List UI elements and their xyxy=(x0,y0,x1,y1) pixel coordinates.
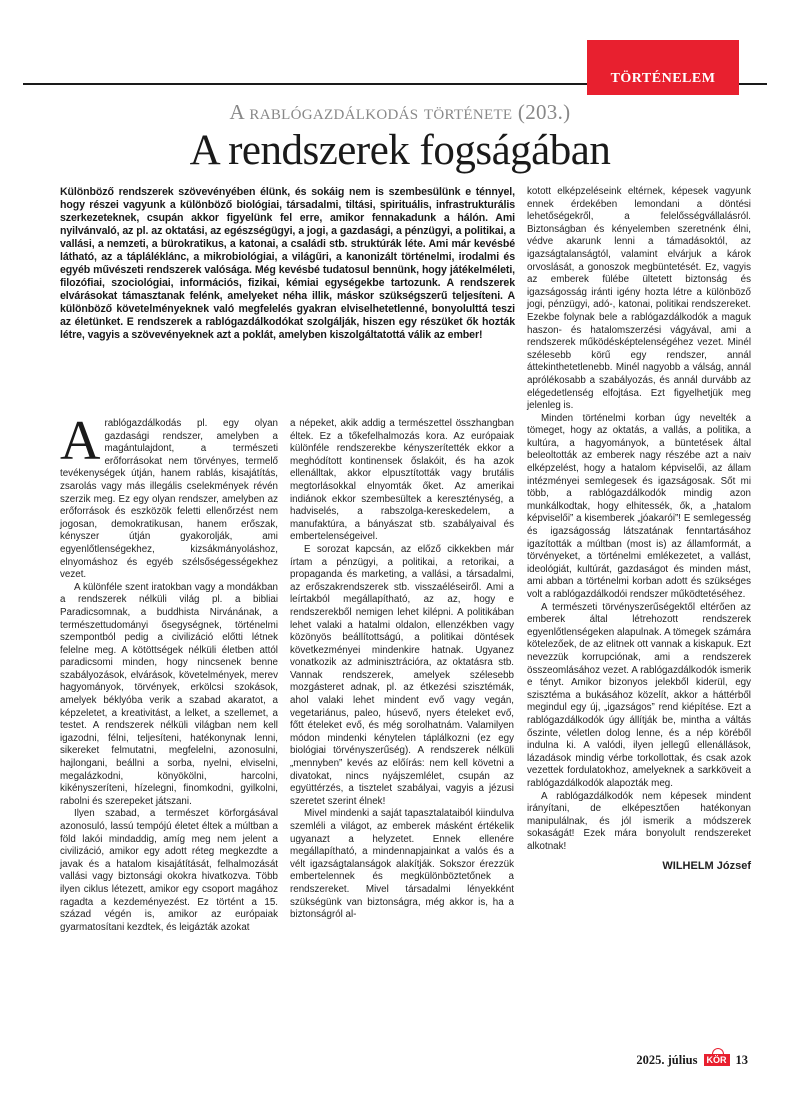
body-column-1 xyxy=(60,410,278,934)
issue-date: 2025. július xyxy=(636,1053,698,1067)
paragraph: Mivel mindenki a saját tapasztalataiból kiindulva szemléli a világot, az emberek másként értékelik ugyanazt a helyzetet. Ennek ellenére megállapítható, a mindennapjainkat a valós és a vélt igazságtalanságok alakítják. Sokszor érezzük embertelennek és megkülönböztetőnek a rendszereket. Mivel társadalmi lényekként szükségünk van biztonságra, még akkor is, ha a biztonságról al- xyxy=(290,808,514,921)
paragraph: A különféle szent iratokban vagy a mondákban a rendszerek nélküli világ pl. a bibliai Paradicsomnak, a buddhista Nirvánának, a természettudományi ősegységnek, történelmi szempontból pedig a civilizáció előtti létnek felelne meg. A kötöttségek nélküli életben attól paradicsomi minden, hogy nincsenek benne szabályozások, elvárások, követelmények, merev hagyományok, törvények, erkölcsi szokások, amelyek béklyóba verik a szabad akaratot, a képzeletet, a kreativitást, a lelket, a szellemet, a testet. A rendszerek nélküli világban nem kell igazodni, félni, teljesíteni, hatékonynak lenni, sikereket felmutatni, megfelelni, azonosulni, hajlongani, beállni a sorba, nyelni, elviselni, megalázkodni, könyökölni, harcolni, kikényszeríteni, hízelegni, finomkodni, gyilkolni, rabolni és szerepeket játszani. xyxy=(60,581,278,807)
paragraph-text: rablógazdálkodás pl. egy olyan gazdasági rendszer, amelyben a magántulajdont, a természeti erőforrásokat nem törvényes, termelő tevékenységek útján, hanem rablás, kisajátítás, zsarolás vagy más illegális cselekmények révén szerzik meg. Ez egy olyan rendszer, amelyben az erőforrások és eszközök feletti ellenőrzést nem jogosan, demokratikusan, hanem erőszak, kényszer útján gyakorolják, ami egyenlőtlenségekhez, kizsákmányoláshoz, elnyomáshoz és egyéb szélsőségességekhez vezet. xyxy=(60,418,278,581)
section-tag xyxy=(587,40,739,95)
body-column-3 xyxy=(527,186,751,873)
magazine-logo: KÖR xyxy=(704,1054,730,1066)
author-byline: WILHELM József xyxy=(662,860,751,873)
series-kicker: A rablógazdálkodás története (203.) xyxy=(229,100,571,124)
paragraph xyxy=(60,410,278,582)
paragraph: kotott elképzeléseink eltérnek, képesek vagyunk ennek érdekében lemondani a döntési lehetőségekről, a felelősségvállalásról. Biztonságban és kényelemben szeretnénk élni, védve akarunk lenni a támadásoktól, az igazságtalanságtól, valamint elvárjuk a károk orvoslását, a gonoszok megbüntetését. Ez, vagyis az emberek fülébe ültetett biztonság és igazságosság iránti igény hozta létre a különböző jogi, pénzügyi, adó-, katonai, politikai rendszereket. Ezekbe folynak bele a rablógazdálkodók a maguk haszon- és hatalomszerzési vágyával, ami a rendszerek működésképtelenségéhez vezet. Minél szélesebb körű egy rendszer, annál áttekinthetetlenebb. Minél nagyobb a válság, annál aprólékosabb a szabályozás, és annál durvább az elégedetlenség elfojtása. Ezt figyelhetjük meg jelenleg is. xyxy=(527,186,751,412)
body-column-2 xyxy=(290,418,514,922)
paragraph: E sorozat kapcsán, az előző cikkekben már írtam a pénzügyi, a politikai, a retorikai, a propaganda és marketing, a vallási, a társadalmi, az erőszakrendszerek stb. visszaéléseiről. Ami a leírtakból megállapítható, az az, hogy e rendszerekből nemigen lehet kilépni. A politikában lehet valaki a hatalmi oldalon, ellenzékben vagy közönyös beállítottságú, a politikai döntések következményei mindenkire hatnak. Ugyanez vonatkozik az adminisztrációra, az oktatásra stb. Vannak rendszerek, amelyek szélesebb mozgásteret adnak, pl. az étkezési szisztémák, ahol valaki lehet mindent evő vagy vegán, vegetariánus, paleo, húsevő, nyers ételeket evő, főtt ételeket evő, és még sorolhatnám. Valamilyen módon mindenki kénytelen táplálkozni (ez egy biológiai törvényszerűség). A rendszerek nélküli „mennyben” kevés az előírás: nem kell követni a divatokat, nincs nyájszemlélet, csupán az együttérzés, a tisztelet szabályai, vagyis a jézusi szeretet szerint élnek! xyxy=(290,543,514,807)
drop-cap: A xyxy=(60,410,101,472)
article-lead: Különböző rendszerek szövevényében élünk, és sokáig nem is szembesülünk e ténnyel, hogy részei vagyunk a különböző biológiai, társadalmi, tiltási, spirituális, infrastrukturális szerkezeteknek, csupán akkor figyelünk fel erre, amikor fennakadunk a hálón. Ami nyilvánvaló, az pl. az oktatási, az egészségügyi, a jogi, a gazdasági, a pénzügyi, a politikai, a vallási, a nemzeti, a bürokratikus, a katonai, a családi stb. struktúrák léte. Ami már kevésbé látható, az a tápláléklánc, a mikrobiológiai, a világűri, a kanonizált történelmi, irodalmi és egyéb művészeti rendszerek valósága. Még kevésbé tudatosul bennünk, hogy játékelméleti, filozófiai, szociológiai, információs, fizikai, kémiai egységekbe tartozunk. A rendszerek elvárásokat támasztanak felénk, amelyeket néha illik, máskor szükségszerű teljesíteni. A különböző követelményeknek való megfelelés gyakran elviselhetetlenné, bonyolulttá teszi az életünket. E rendszerek a rablógazdálkodókat szolgálják, hiszen egy részüket ők hozták létre, vagyis a szövevényeknek azt a poklát, amelyben kiszolgáltatottá válik az ember! xyxy=(60,186,515,341)
paragraph: Ilyen szabad, a természet körforgásával azonosuló, lassú tempójú életet éltek a múltban a föld lakói mindaddig, amíg meg nem jelent a civilizáció, amikor egy adott réteg megkezdte a javak és a hatalom kisajátítását, felhalmozását vallási vagy biztonsági okokra hivatkozva. Több ilyen ciklus létezett, amikor egy csoport magához ragadta a kezdeményezést. Ez történt a 15. század végén is, amikor az európaiak gyarmatosítani kezdtek, és leigázták azokat xyxy=(60,808,278,933)
section-label: TÖRTÉNELEM xyxy=(610,71,716,86)
page-number: 13 xyxy=(735,1053,748,1067)
paragraph: a népeket, akik addig a természettel összhangban éltek. Ez a tőkefelhalmozás kora. Az európaiak különféle rendszerekbe kényszerítették ekkor a meghódított kontinensek őslakóit, és ha azok ellenálltak, akkor elpusztították vagy brutális megtorlásokkal elnyomták őket. Az amerikai indiánok ekkor szembesültek a kereszténység, a hadviselés, a rabszolga-kereskedelem, a manufaktúra, a bányászat stb. szabályaival és embertelenségeivel. xyxy=(290,418,514,543)
paragraph: A természeti törvényszerűségektől eltérően az emberek által létrehozott rendszerek egyenlőtlenségeken alapulnak. A tömegek számára kötelezőek, de az elitnek ott vannak a kiskapuk. Ezt nevezzük korrupciónak, ami a rendszerek összeomlásához vezet. A rablógazdálkodók ismerik e tényt. Amikor bizonyos jelekből kiderül, egy szisztéma a bukásához közelít, akkor a háttérből megindul egy új, „igazságos” rend kiépítése. Ezt a rablógazdálkodók úgy állítják be, mintha a váltás őszinte, véletlen dolog lenne, és a nép köréből indulna ki. A valódi, ilyen jellegű ellenállások, lázadások mindig vérbe torkollottak, és csak azok vezettek fordulatokhoz, amelyeknek a sarkköveit a rablógazdálkodók alapozták meg. xyxy=(527,601,751,789)
paragraph: Minden történelmi korban úgy nevelték a tömeget, hogy az oktatás, a vallás, a politika, a kultúra, a hagyományok, a büntetések által beleoltották az emberek nagy részébe azt a naiv elképzelést, hogy a hatalom képviselői, az állam intézményei semlegesek és igazságosak. Sőt mi több, a rablógazdálkodók mindig azon munkálkodtak, hogy elhitessék, ők, a „hatalom képviselői” a kisemberek „jóakarói”! E semlegesség és igazságosság látszatának fenntartásához igazították a múltban (most is) az államformát, a törvényeket, a történelmi emlékezetet, a vallást, ideológiát, kultúrát, gazdaságot és minden mást, ami abban a történelmi korban adott és szükséges volt a rablógazdálkodói rendszer működtetéséhez. xyxy=(527,412,751,600)
paragraph: A rablógazdálkodók nem képesek mindent irányítani, de elképesztően hatékonyan manipulálnak, és jól ismerik a módszerek sokaságát! Ezek mára bonyolult rendszereket alkotnak! xyxy=(527,790,751,852)
article-title: A rendszerek fogságában xyxy=(189,127,611,174)
page-footer xyxy=(636,1052,748,1068)
